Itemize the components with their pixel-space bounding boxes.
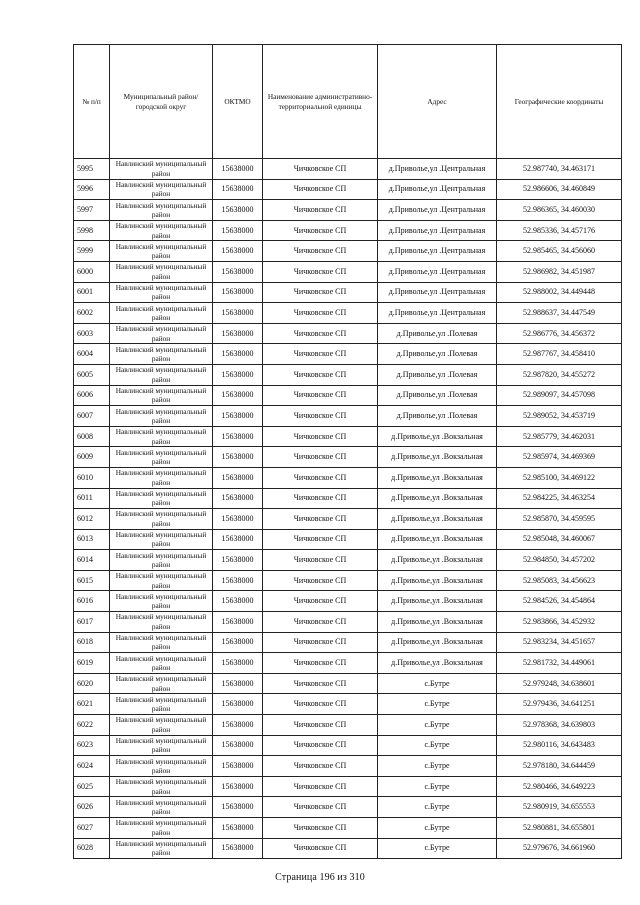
cell-coordinates: 52.987740, 34.463171 (497, 159, 622, 180)
cell-row-number: 6016 (74, 591, 110, 612)
cell-oktmo: 15638000 (213, 509, 263, 530)
cell-municipality: Навлинский муниципальный район (110, 179, 213, 200)
table-row (74, 570, 622, 591)
table-row (74, 776, 622, 797)
cell-admin-unit: Чичковское СП (263, 756, 378, 777)
cell-address: д.Привольe,ул .Полевая (378, 385, 497, 406)
cell-oktmo: 15638000 (213, 694, 263, 715)
cell-admin-unit: Чичковское СП (263, 632, 378, 653)
cell-municipality: Навлинский муниципальный район (110, 447, 213, 468)
cell-admin-unit: Чичковское СП (263, 715, 378, 736)
cell-municipality: Навлинский муниципальный район (110, 570, 213, 591)
cell-municipality: Навлинский муниципальный район (110, 838, 213, 859)
cell-address: д.Привольe,ул .Вокзальная (378, 570, 497, 591)
cell-admin-unit: Чичковское СП (263, 200, 378, 221)
cell-address: с.Бутре (378, 776, 497, 797)
cell-admin-unit: Чичковское СП (263, 364, 378, 385)
cell-municipality: Навлинский муниципальный район (110, 776, 213, 797)
cell-coordinates: 52.980116, 34.643483 (497, 735, 622, 756)
cell-admin-unit: Чичковское СП (263, 838, 378, 859)
cell-address: с.Бутре (378, 715, 497, 736)
cell-admin-unit: Чичковское СП (263, 179, 378, 200)
cell-coordinates: 52.978368, 34.639803 (497, 715, 622, 736)
table-row (74, 159, 622, 180)
cell-municipality: Навлинский муниципальный район (110, 323, 213, 344)
address-table (73, 44, 622, 859)
table-row (74, 282, 622, 303)
cell-coordinates: 52.985048, 34.460067 (497, 529, 622, 550)
cell-municipality: Навлинский муниципальный район (110, 735, 213, 756)
cell-row-number: 6010 (74, 467, 110, 488)
table-row (74, 426, 622, 447)
table-row (74, 715, 622, 736)
cell-municipality: Навлинский муниципальный район (110, 220, 213, 241)
cell-oktmo: 15638000 (213, 797, 263, 818)
cell-oktmo: 15638000 (213, 673, 263, 694)
cell-address: д.Привольe,ул .Центральная (378, 220, 497, 241)
cell-municipality: Навлинский муниципальный район (110, 159, 213, 180)
cell-address: д.Привольe,ул .Полевая (378, 406, 497, 427)
cell-address: д.Привольe,ул .Полевая (378, 323, 497, 344)
cell-oktmo: 15638000 (213, 344, 263, 365)
cell-address: д.Привольe,ул .Центральная (378, 159, 497, 180)
cell-coordinates: 52.984526, 34.454864 (497, 591, 622, 612)
cell-row-number: 6022 (74, 715, 110, 736)
cell-row-number: 6003 (74, 323, 110, 344)
cell-address: д.Привольe,ул .Вокзальная (378, 529, 497, 550)
table-row (74, 179, 622, 200)
cell-address: д.Привольe,ул .Центральная (378, 241, 497, 262)
cell-oktmo: 15638000 (213, 159, 263, 180)
cell-coordinates: 52.987820, 34.455272 (497, 364, 622, 385)
cell-address: с.Бутре (378, 756, 497, 777)
cell-admin-unit: Чичковское СП (263, 653, 378, 674)
cell-address: с.Бутре (378, 673, 497, 694)
cell-admin-unit: Чичковское СП (263, 344, 378, 365)
cell-coordinates: 52.981732, 34.449061 (497, 653, 622, 674)
table-row (74, 797, 622, 818)
cell-oktmo: 15638000 (213, 179, 263, 200)
cell-municipality: Навлинский муниципальный район (110, 550, 213, 571)
header-row (74, 45, 622, 159)
cell-address: д.Привольe,ул .Вокзальная (378, 612, 497, 633)
cell-municipality: Навлинский муниципальный район (110, 261, 213, 282)
cell-address: д.Привольe,ул .Вокзальная (378, 591, 497, 612)
cell-oktmo: 15638000 (213, 406, 263, 427)
table-row (74, 509, 622, 530)
cell-admin-unit: Чичковское СП (263, 467, 378, 488)
cell-admin-unit: Чичковское СП (263, 323, 378, 344)
cell-row-number: 6007 (74, 406, 110, 427)
table-row (74, 364, 622, 385)
table-row (74, 591, 622, 612)
cell-municipality: Навлинский муниципальный район (110, 612, 213, 633)
cell-row-number: 5998 (74, 220, 110, 241)
table-row (74, 344, 622, 365)
cell-coordinates: 52.989052, 34.453719 (497, 406, 622, 427)
cell-coordinates: 52.986982, 34.451987 (497, 261, 622, 282)
cell-row-number: 6017 (74, 612, 110, 633)
cell-oktmo: 15638000 (213, 756, 263, 777)
cell-coordinates: 52.986776, 34.456372 (497, 323, 622, 344)
cell-coordinates: 52.985336, 34.457176 (497, 220, 622, 241)
cell-municipality: Навлинский муниципальный район (110, 632, 213, 653)
cell-admin-unit: Чичковское СП (263, 570, 378, 591)
cell-coordinates: 52.985083, 34.456623 (497, 570, 622, 591)
cell-admin-unit: Чичковское СП (263, 488, 378, 509)
table-row (74, 241, 622, 262)
cell-municipality: Навлинский муниципальный район (110, 488, 213, 509)
cell-coordinates: 52.985465, 34.456060 (497, 241, 622, 262)
cell-address: д.Привольe,ул .Центральная (378, 303, 497, 324)
cell-admin-unit: Чичковское СП (263, 426, 378, 447)
cell-coordinates: 52.986365, 34.460030 (497, 200, 622, 221)
cell-row-number: 6012 (74, 509, 110, 530)
cell-admin-unit: Чичковское СП (263, 282, 378, 303)
cell-row-number: 6014 (74, 550, 110, 571)
table-row (74, 756, 622, 777)
cell-row-number: 6013 (74, 529, 110, 550)
cell-municipality: Навлинский муниципальный район (110, 241, 213, 262)
cell-oktmo: 15638000 (213, 653, 263, 674)
cell-admin-unit: Чичковское СП (263, 818, 378, 839)
cell-coordinates: 52.980466, 34.649223 (497, 776, 622, 797)
cell-municipality: Навлинский муниципальный район (110, 200, 213, 221)
page-number: Страница 196 из 310 (275, 872, 365, 883)
cell-admin-unit: Чичковское СП (263, 673, 378, 694)
cell-address: с.Бутре (378, 818, 497, 839)
cell-address: д.Привольe,ул .Полевая (378, 364, 497, 385)
cell-address: д.Привольe,ул .Вокзальная (378, 467, 497, 488)
cell-admin-unit: Чичковское СП (263, 159, 378, 180)
cell-admin-unit: Чичковское СП (263, 406, 378, 427)
table-row (74, 303, 622, 324)
cell-municipality: Навлинский муниципальный район (110, 818, 213, 839)
table-row (74, 735, 622, 756)
cell-municipality: Навлинский муниципальный район (110, 673, 213, 694)
table-row (74, 447, 622, 468)
cell-oktmo: 15638000 (213, 776, 263, 797)
cell-coordinates: 52.985100, 34.469122 (497, 467, 622, 488)
cell-municipality: Навлинский муниципальный район (110, 467, 213, 488)
cell-coordinates: 52.983234, 34.451657 (497, 632, 622, 653)
cell-oktmo: 15638000 (213, 364, 263, 385)
cell-address: д.Привольe,ул .Центральная (378, 261, 497, 282)
cell-municipality: Навлинский муниципальный район (110, 756, 213, 777)
cell-coordinates: 52.988637, 34.447549 (497, 303, 622, 324)
cell-address: д.Привольe,ул .Вокзальная (378, 653, 497, 674)
cell-admin-unit: Чичковское СП (263, 776, 378, 797)
cell-row-number: 6027 (74, 818, 110, 839)
cell-coordinates: 52.978180, 34.644459 (497, 756, 622, 777)
cell-address: с.Бутре (378, 735, 497, 756)
cell-address: д.Привольe,ул .Центральная (378, 200, 497, 221)
cell-oktmo: 15638000 (213, 488, 263, 509)
cell-coordinates: 52.987767, 34.458410 (497, 344, 622, 365)
cell-municipality: Навлинский муниципальный район (110, 385, 213, 406)
cell-oktmo: 15638000 (213, 220, 263, 241)
cell-municipality: Навлинский муниципальный район (110, 282, 213, 303)
cell-row-number: 6023 (74, 735, 110, 756)
cell-admin-unit: Чичковское СП (263, 509, 378, 530)
table-row (74, 529, 622, 550)
cell-oktmo: 15638000 (213, 838, 263, 859)
table-row (74, 200, 622, 221)
cell-row-number: 6026 (74, 797, 110, 818)
cell-oktmo: 15638000 (213, 550, 263, 571)
cell-row-number: 6011 (74, 488, 110, 509)
cell-coordinates: 52.989097, 34.457098 (497, 385, 622, 406)
header-address: Адрес (378, 45, 497, 159)
cell-row-number: 5995 (74, 159, 110, 180)
cell-row-number: 5996 (74, 179, 110, 200)
table-row (74, 632, 622, 653)
cell-oktmo: 15638000 (213, 447, 263, 468)
cell-coordinates: 52.979676, 34.661960 (497, 838, 622, 859)
table-row (74, 550, 622, 571)
table-row (74, 261, 622, 282)
cell-coordinates: 52.980919, 34.655553 (497, 797, 622, 818)
cell-address: с.Бутре (378, 694, 497, 715)
cell-address: с.Бутре (378, 797, 497, 818)
cell-coordinates: 52.980881, 34.655801 (497, 818, 622, 839)
table-row (74, 694, 622, 715)
cell-admin-unit: Чичковское СП (263, 550, 378, 571)
cell-municipality: Навлинский муниципальный район (110, 797, 213, 818)
cell-row-number: 6028 (74, 838, 110, 859)
cell-address: д.Привольe,ул .Вокзальная (378, 550, 497, 571)
cell-address: д.Привольe,ул .Полевая (378, 344, 497, 365)
cell-admin-unit: Чичковское СП (263, 220, 378, 241)
cell-oktmo: 15638000 (213, 282, 263, 303)
cell-oktmo: 15638000 (213, 591, 263, 612)
cell-oktmo: 15638000 (213, 570, 263, 591)
table-body (74, 159, 622, 859)
cell-oktmo: 15638000 (213, 818, 263, 839)
header-coordinates: Географические координаты (497, 45, 622, 159)
cell-row-number: 6006 (74, 385, 110, 406)
cell-admin-unit: Чичковское СП (263, 529, 378, 550)
table-row (74, 385, 622, 406)
cell-admin-unit: Чичковское СП (263, 447, 378, 468)
cell-row-number: 6009 (74, 447, 110, 468)
cell-admin-unit: Чичковское СП (263, 797, 378, 818)
cell-coordinates: 52.988002, 34.449448 (497, 282, 622, 303)
cell-admin-unit: Чичковское СП (263, 694, 378, 715)
cell-address: д.Привольe,ул .Центральная (378, 179, 497, 200)
cell-municipality: Навлинский муниципальный район (110, 694, 213, 715)
table-row (74, 220, 622, 241)
table-row (74, 818, 622, 839)
cell-municipality: Навлинский муниципальный район (110, 303, 213, 324)
cell-municipality: Навлинский муниципальный район (110, 364, 213, 385)
cell-municipality: Навлинский муниципальный район (110, 715, 213, 736)
cell-municipality: Навлинский муниципальный район (110, 426, 213, 447)
cell-row-number: 6002 (74, 303, 110, 324)
cell-address: д.Привольe,ул .Вокзальная (378, 426, 497, 447)
table-row (74, 488, 622, 509)
cell-row-number: 6004 (74, 344, 110, 365)
cell-oktmo: 15638000 (213, 632, 263, 653)
header-oktmo: ОКТМО (213, 45, 263, 159)
cell-municipality: Навлинский муниципальный район (110, 344, 213, 365)
cell-admin-unit: Чичковское СП (263, 241, 378, 262)
cell-row-number: 6019 (74, 653, 110, 674)
header-municipality: Муниципальный район/городской округ (110, 45, 213, 159)
cell-row-number: 5997 (74, 200, 110, 221)
cell-oktmo: 15638000 (213, 261, 263, 282)
cell-address: д.Привольe,ул .Вокзальная (378, 632, 497, 653)
cell-coordinates: 52.986606, 34.460849 (497, 179, 622, 200)
table-row (74, 467, 622, 488)
cell-municipality: Навлинский муниципальный район (110, 529, 213, 550)
cell-address: д.Привольe,ул .Вокзальная (378, 447, 497, 468)
table-row (74, 406, 622, 427)
cell-oktmo: 15638000 (213, 467, 263, 488)
cell-municipality: Навлинский муниципальный район (110, 591, 213, 612)
cell-address: д.Привольe,ул .Вокзальная (378, 488, 497, 509)
cell-admin-unit: Чичковское СП (263, 612, 378, 633)
table-header (74, 45, 622, 159)
cell-address: д.Привольe,ул .Вокзальная (378, 509, 497, 530)
cell-coordinates: 52.985779, 34.462031 (497, 426, 622, 447)
cell-row-number: 6025 (74, 776, 110, 797)
cell-oktmo: 15638000 (213, 612, 263, 633)
header-admin-unit: Наименование административно-территориальной единицы (263, 45, 378, 159)
cell-row-number: 6018 (74, 632, 110, 653)
cell-address: д.Привольe,ул .Центральная (378, 282, 497, 303)
table-row (74, 653, 622, 674)
cell-oktmo: 15638000 (213, 323, 263, 344)
table-row (74, 673, 622, 694)
cell-oktmo: 15638000 (213, 241, 263, 262)
cell-address: с.Бутре (378, 838, 497, 859)
cell-municipality: Навлинский муниципальный район (110, 406, 213, 427)
cell-row-number: 6021 (74, 694, 110, 715)
cell-oktmo: 15638000 (213, 303, 263, 324)
cell-oktmo: 15638000 (213, 385, 263, 406)
cell-admin-unit: Чичковское СП (263, 303, 378, 324)
cell-municipality: Навлинский муниципальный район (110, 653, 213, 674)
cell-admin-unit: Чичковское СП (263, 591, 378, 612)
cell-row-number: 6015 (74, 570, 110, 591)
cell-admin-unit: Чичковское СП (263, 261, 378, 282)
table-row (74, 612, 622, 633)
cell-row-number: 6005 (74, 364, 110, 385)
header-row-number: № п/п (74, 45, 110, 159)
table-row (74, 323, 622, 344)
cell-admin-unit: Чичковское СП (263, 735, 378, 756)
cell-oktmo: 15638000 (213, 200, 263, 221)
cell-row-number: 6001 (74, 282, 110, 303)
cell-coordinates: 52.985870, 34.459595 (497, 509, 622, 530)
cell-coordinates: 52.979436, 34.641251 (497, 694, 622, 715)
cell-row-number: 5999 (74, 241, 110, 262)
cell-oktmo: 15638000 (213, 529, 263, 550)
cell-row-number: 6000 (74, 261, 110, 282)
cell-coordinates: 52.984225, 34.463254 (497, 488, 622, 509)
cell-oktmo: 15638000 (213, 426, 263, 447)
cell-coordinates: 52.985974, 34.469369 (497, 447, 622, 468)
cell-row-number: 6024 (74, 756, 110, 777)
cell-oktmo: 15638000 (213, 715, 263, 736)
cell-row-number: 6008 (74, 426, 110, 447)
cell-admin-unit: Чичковское СП (263, 385, 378, 406)
cell-oktmo: 15638000 (213, 735, 263, 756)
cell-coordinates: 52.983866, 34.452932 (497, 612, 622, 633)
cell-coordinates: 52.984850, 34.457202 (497, 550, 622, 571)
cell-coordinates: 52.979248, 34.638601 (497, 673, 622, 694)
table-row (74, 838, 622, 859)
cell-row-number: 6020 (74, 673, 110, 694)
cell-municipality: Навлинский муниципальный район (110, 509, 213, 530)
